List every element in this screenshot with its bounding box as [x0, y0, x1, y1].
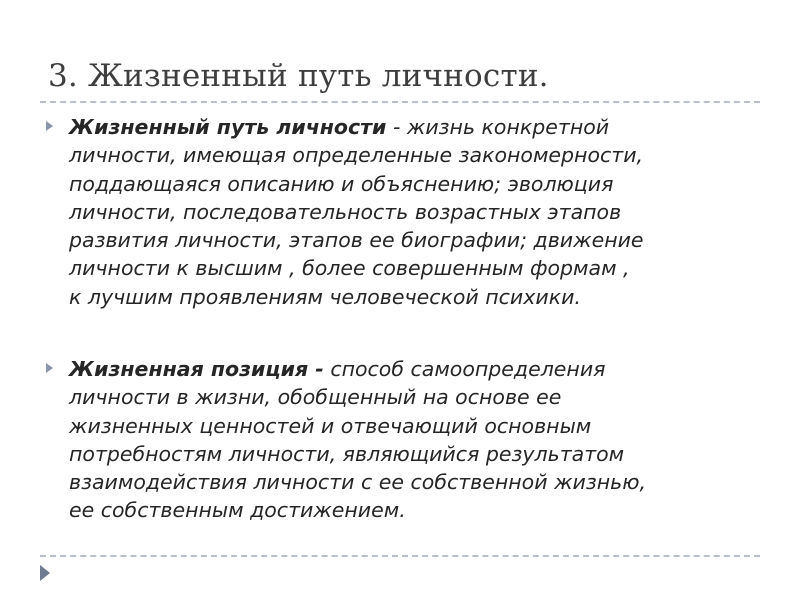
definition-text: - жизнь конкретной	[386, 115, 610, 139]
term-life-position: Жизненная позиция -	[69, 357, 324, 381]
paragraph-line: к лучшим проявлениям человеческой психики.	[69, 284, 581, 309]
paragraph-line: потребностям личности, являющийся результатом	[69, 441, 625, 466]
slide-title: 3. Жизненный путь личности.	[48, 58, 549, 94]
next-slide-icon[interactable]	[40, 565, 50, 581]
term-life-path: Жизненный путь личности	[69, 115, 387, 139]
paragraph-line: поддающаяся описанию и объяснению; эволюция	[69, 171, 614, 196]
definition-life-path	[69, 113, 759, 311]
triangle-bullet-icon	[46, 121, 53, 131]
paragraph-line: личности, имеющая определенные закономерности,	[69, 143, 644, 168]
paragraph-line: личности к высшим , более совершенным формам ,	[69, 256, 630, 281]
paragraph-line: ее собственным достижением.	[69, 498, 406, 523]
title-divider	[40, 101, 760, 103]
definition-life-position	[69, 355, 759, 525]
paragraph-line: развития личности, этапов ее биографии; движение	[69, 228, 644, 253]
paragraph-line	[69, 355, 759, 383]
triangle-bullet-icon	[46, 363, 53, 373]
footer-divider	[40, 555, 760, 557]
paragraph-line	[69, 113, 759, 141]
paragraph-line: личности в жизни, обобщенный на основе ее	[69, 385, 562, 410]
paragraph-line: взаимодействия личности с ее собственной жизнью,	[69, 470, 647, 495]
paragraph-line: личности, последовательность возрастных этапов	[69, 199, 622, 224]
definition-text: способ самоопределения	[323, 357, 606, 381]
paragraph-line: жизненных ценностей и отвечающий основным	[69, 413, 592, 438]
